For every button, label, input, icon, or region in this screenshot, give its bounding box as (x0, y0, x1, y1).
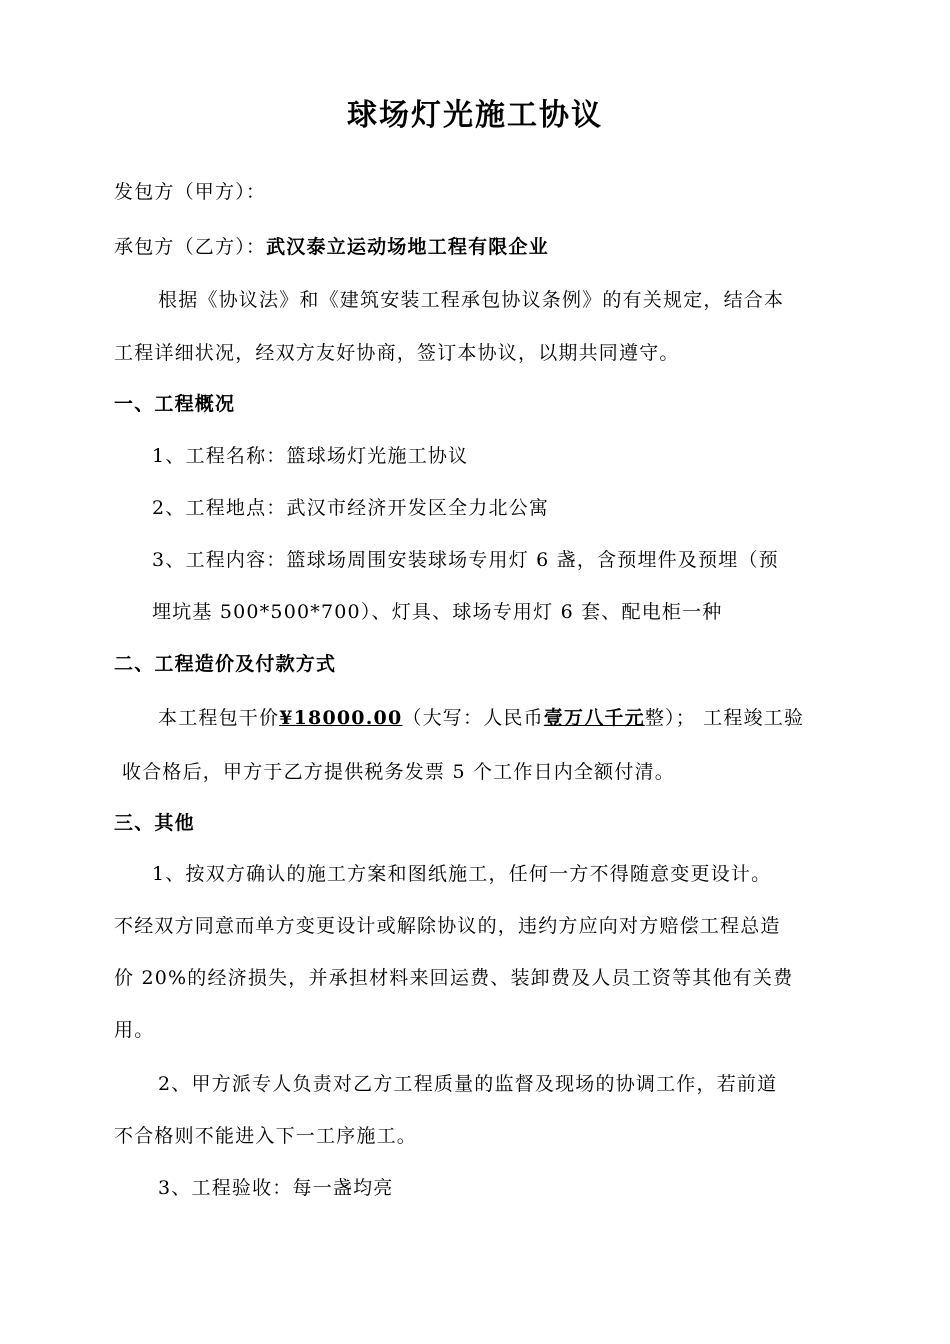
section-3-item-1-line-4: 用。 (114, 1019, 155, 1041)
section-3-heading: 三、其他 (114, 812, 195, 834)
contract-price: ¥18000.00 (279, 707, 403, 729)
section-2-paragraph-line-1 (158, 706, 804, 730)
section-1-item-2: 2、工程地点：武汉市经济开发区全力北公寓 (152, 497, 550, 519)
party-b-line (114, 235, 549, 259)
section-3-item-1-line-3: 价 20%的经济损失，并承担材料来回运费、装卸费及人员工资等其他有关费 (114, 967, 794, 989)
price-mid-1: （大写：人民币 (402, 707, 544, 729)
document-title: 球场灯光施工协议 (347, 98, 603, 133)
party-a-label: 发包方（甲方）： (114, 181, 267, 203)
section-2-paragraph-line-2: 收合格后，甲方于乙方提供税务发票 5 个工作日内全额付清。 (122, 761, 675, 783)
section-3-item-1-line-2: 不经双方同意而单方变更设计或解除协议的，违约方应向对方赔偿工程总造 (114, 915, 781, 937)
section-1-item-3-line-2: 埋坑基 500*500*700）、灯具、球场专用灯 6 套、配电柜一种 (152, 601, 723, 623)
section-3-item-1-line-1: 1、按双方确认的施工方案和图纸施工，任何一方不得随意变更设计。 (152, 863, 772, 885)
intro-line-2: 工程详细状况，经双方友好协商，签订本协议，以期共同遵守。 (114, 342, 680, 364)
price-mid-2: 整）； 工程竣工验 (644, 707, 805, 729)
intro-line-1: 根据《协议法》和《建筑安装工程承包协议条例》的有关规定，结合本 (158, 289, 785, 311)
section-1-heading: 一、工程概况 (114, 393, 236, 415)
section-3-item-3: 3、工程验收：每一盏均亮 (158, 1177, 394, 1199)
section-2-heading: 二、工程造价及付款方式 (114, 653, 337, 675)
contract-price-words: 壹万八千元 (543, 707, 645, 729)
party-b-label: 承包方（乙方）： (114, 236, 267, 258)
section-3-item-2-line-1: 2、甲方派专人负责对乙方工程质量的监督及现场的协调工作，若前道 (158, 1073, 778, 1095)
price-prefix: 本工程包干价 (158, 707, 280, 729)
party-b-value: 武汉泰立运动场地工程有限企业 (266, 236, 549, 258)
section-1-item-3-line-1: 3、工程内容：篮球场周围安装球场专用灯 6 盏，含预埋件及预埋（预 (152, 549, 779, 571)
section-3-item-2-line-2: 不合格则不能进入下一工序施工。 (114, 1125, 418, 1147)
section-1-item-1: 1、工程名称：篮球场灯光施工协议 (152, 445, 469, 467)
party-a-line (114, 180, 266, 204)
